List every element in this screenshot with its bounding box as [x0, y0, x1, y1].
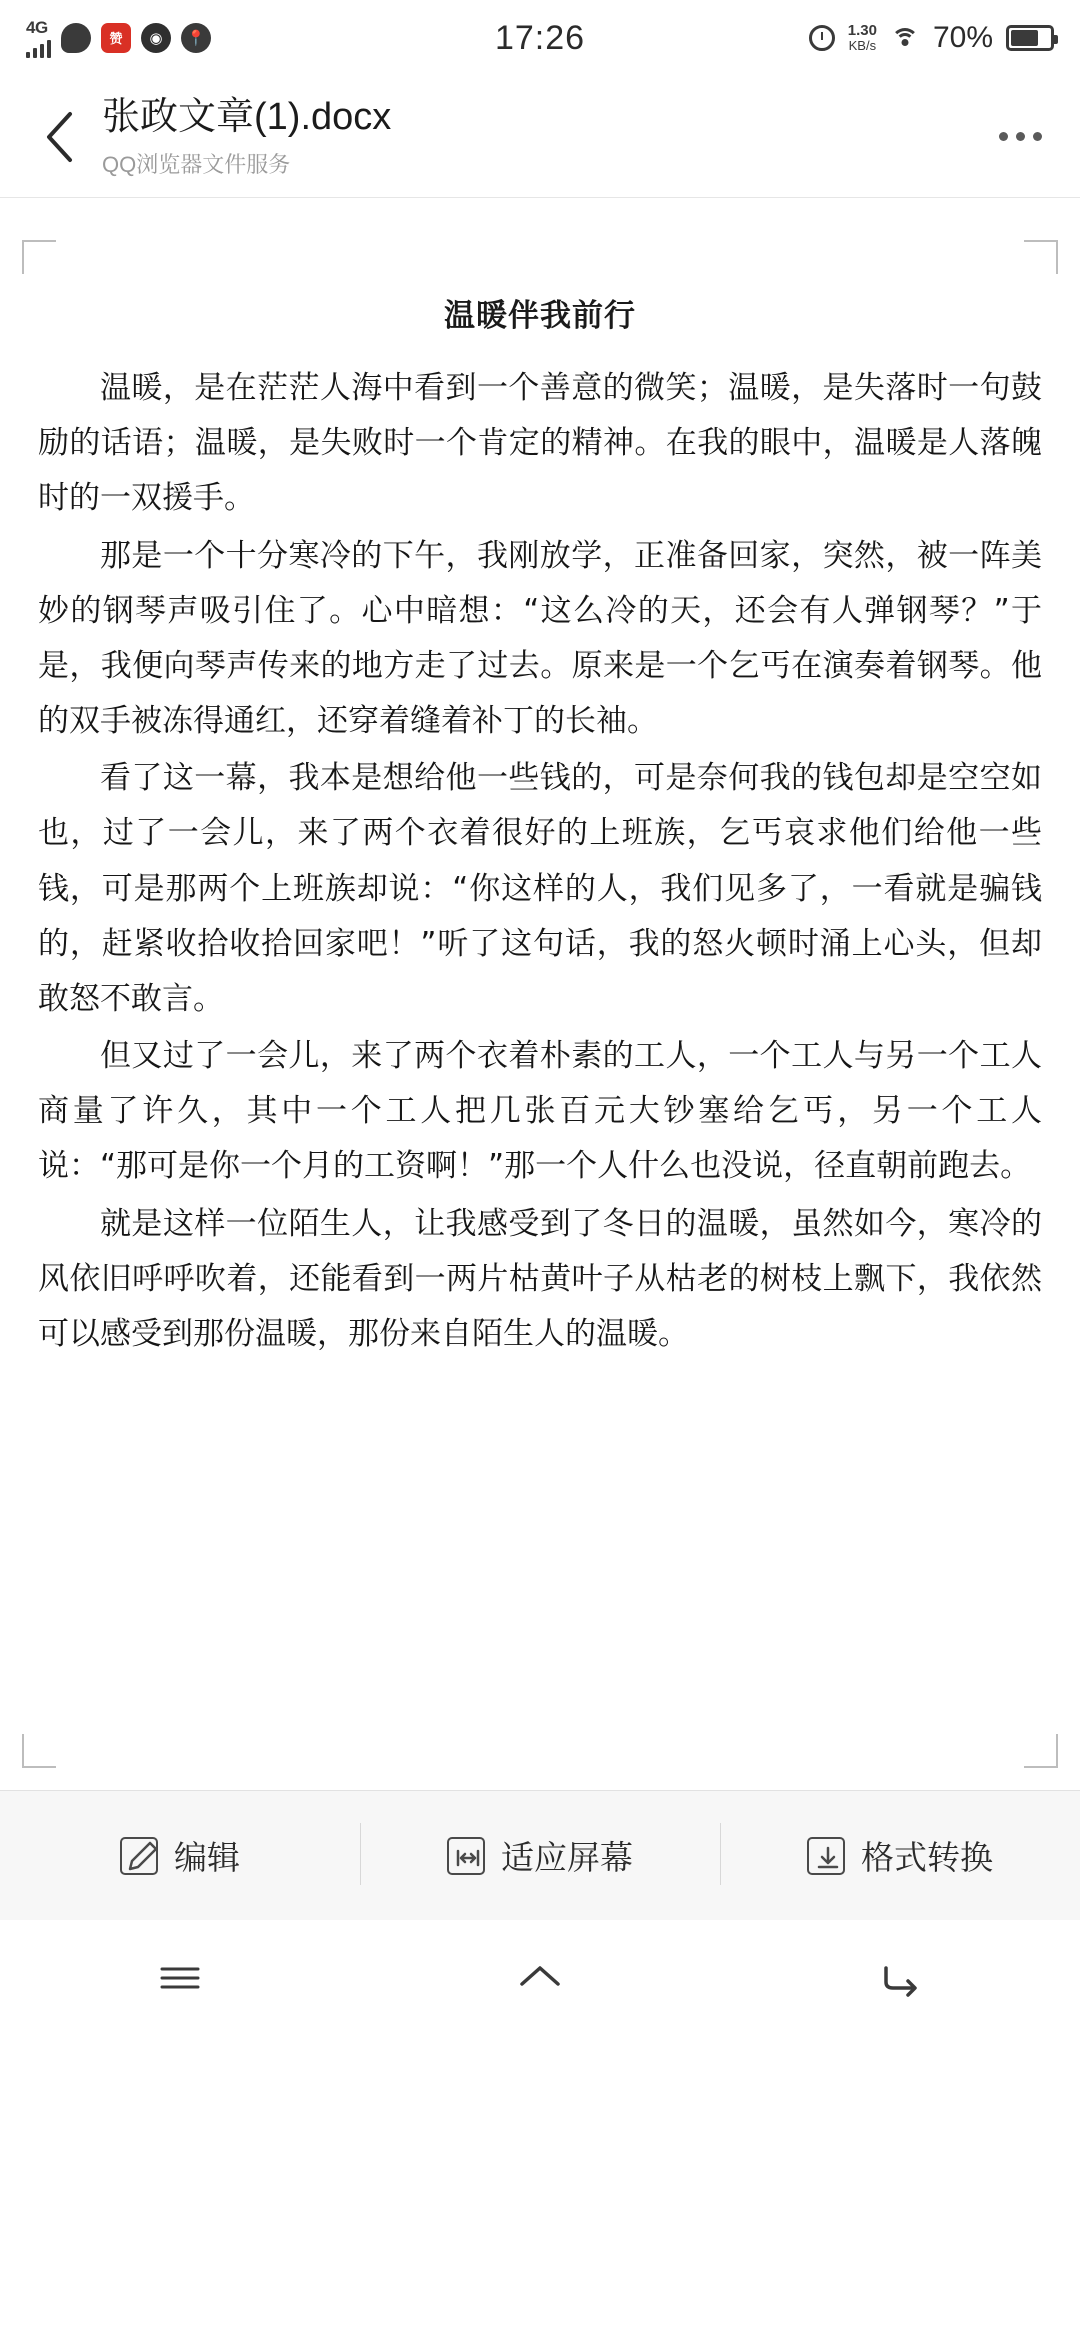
document-paragraph: 就是这样一位陌生人，让我感受到了冬日的温暖，虽然如今，寒冷的风依旧呼呼吹着，还能看到一两片枯黄叶子从枯老的树枝上飘下，我依然可以感受到那份温暖，那份来自陌生人的温暖。: [38, 1205, 1042, 1352]
network-type-label: 4G: [26, 17, 48, 37]
crop-mark-bottom-left: [22, 1734, 56, 1768]
network-speed-value: 1.30: [847, 22, 877, 40]
crop-mark-top-left: [22, 240, 56, 274]
status-bar: [0, 0, 1080, 76]
edit-label: 编辑: [174, 1838, 240, 1877]
home-button[interactable]: [360, 1920, 720, 2040]
document-paragraph: 温暖，是在茫茫人海中看到一个善意的微笑；温暖，是失落时一句鼓励的话语；温暖，是失败时一个肯定的精神。在我的眼中，温暖是人落魄时的一双援手。: [38, 370, 1042, 517]
status-bar-clock: 17:26: [494, 18, 586, 57]
battery-percent-label: 70%: [932, 21, 993, 54]
edit-icon: [120, 1837, 158, 1875]
format-convert-button[interactable]: [720, 1791, 1080, 1920]
wifi-icon: [890, 26, 920, 50]
recent-apps-button[interactable]: [0, 1920, 360, 2040]
page-title: 张政文章(1).docx: [102, 96, 392, 139]
document-heading: 温暖伴我前行: [444, 298, 636, 334]
home-icon: [512, 1956, 568, 2005]
back-arrow-icon: [872, 1956, 928, 2005]
back-chevron-icon: [42, 110, 76, 164]
bottom-toolbar: [0, 1790, 1080, 1920]
document-paragraph: 看了这一幕，我本是想给他一些钱的，可是奈何我的钱包却是空空如也，过了一会儿，来了两个衣着很好的上班族，乞丐哀求他们给他一些钱，可是那两个上班族却说：“你这样的人，我们见多了，一看就是骗钱的，赶紧收拾收拾回家吧！”听了这句话，我的怒火顿时涌上心头，但却敢怒不敢言。: [38, 760, 1042, 1017]
battery-icon: [1006, 25, 1054, 51]
menu-icon: [152, 1958, 208, 2003]
back-button-nav[interactable]: [720, 1920, 1080, 2040]
document-paragraph: 但又过了一会儿，来了两个衣着朴素的工人，一个工人与另一个工人商量了许久，其中一个工人把几张百元大钞塞给乞丐，另一个工人说：“那可是你一个月的工资啊！”那一个人什么也没说，径直朝前跑去。: [38, 1038, 1042, 1185]
fit-screen-icon: [447, 1837, 485, 1875]
fit-screen-button[interactable]: [360, 1791, 720, 1920]
status-bar-right: [809, 21, 1054, 55]
alarm-icon: [809, 25, 835, 51]
document-paragraph: 那是一个十分寒冷的下午，我刚放学，正准备回家，突然，被一阵美妙的钢琴声吸引住了。心中暗想：“这么冷的天，还会有人弹钢琴？”于是，我便向琴声传来的地方走了过去。原来是一个乞丐在演奏着钢琴。他的双手被冻得通红，还穿着缝着补丁的长袖。: [38, 537, 1042, 740]
back-button[interactable]: [30, 108, 88, 166]
system-nav-bar: [0, 1920, 1080, 2040]
format-convert-label: 格式转换: [861, 1838, 993, 1877]
crop-mark-top-right: [1024, 240, 1058, 274]
network-speed-unit: KB/s: [848, 38, 877, 54]
format-convert-icon: [807, 1837, 845, 1875]
fit-screen-label: 适应屏幕: [501, 1838, 633, 1877]
network-speed: [848, 23, 877, 52]
title-block: [102, 94, 391, 179]
more-options-icon[interactable]: [995, 120, 1046, 153]
location-icon: 📍: [181, 23, 211, 53]
red-app-icon: 赞: [101, 23, 131, 53]
document-viewer[interactable]: [0, 198, 1080, 1790]
document-page: [0, 198, 1080, 1790]
edit-button[interactable]: [0, 1791, 360, 1920]
page-subtitle: QQ浏览器文件服务: [102, 151, 291, 177]
dark-app-icon: ◉: [141, 23, 171, 53]
title-bar: [0, 76, 1080, 198]
crop-mark-bottom-right: [1024, 1734, 1058, 1768]
